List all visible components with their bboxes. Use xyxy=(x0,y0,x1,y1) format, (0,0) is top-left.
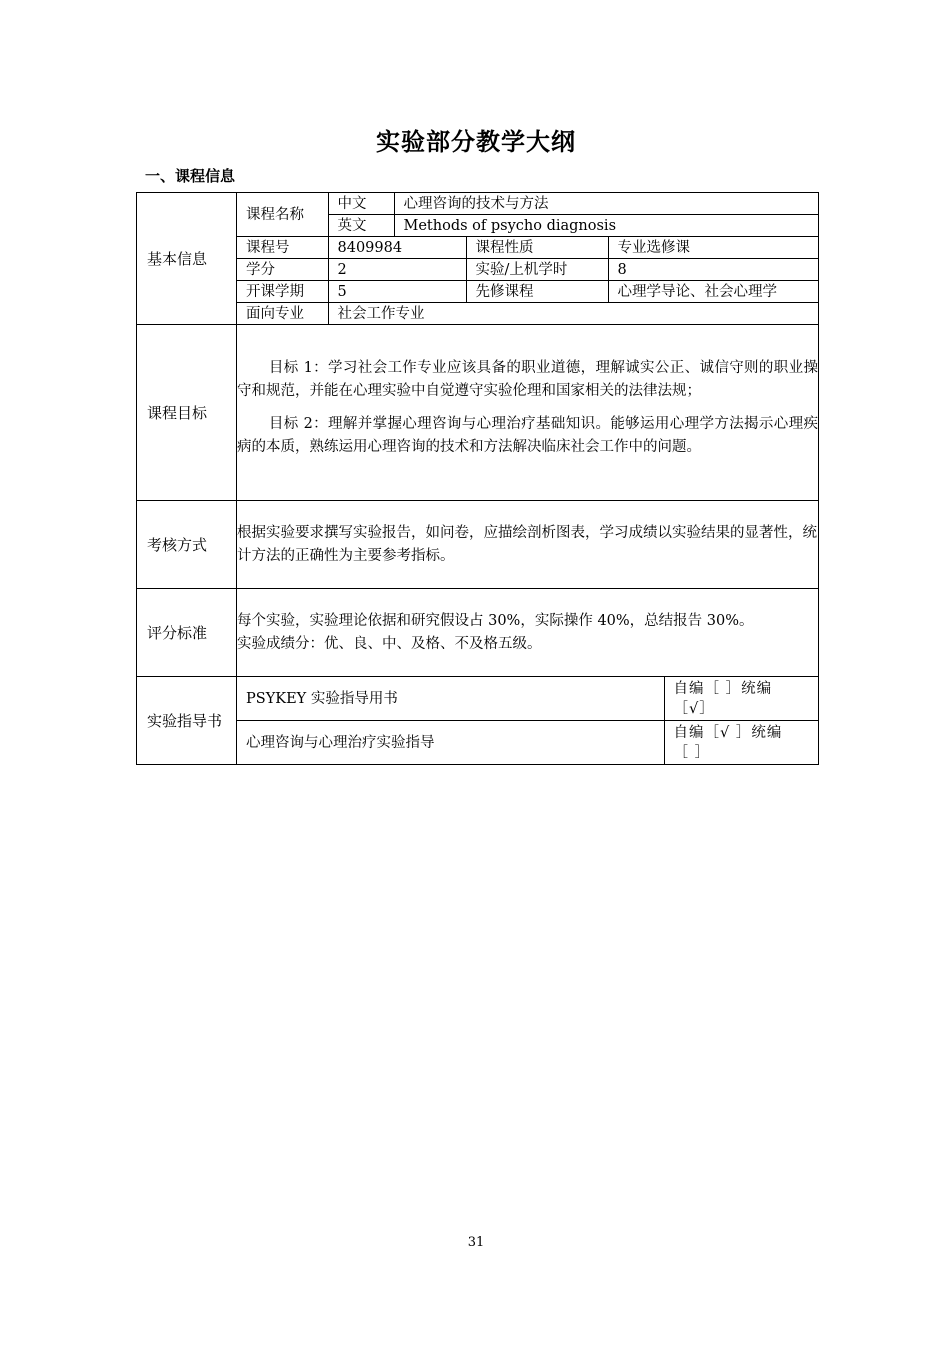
guides-label: 实验指导书 xyxy=(137,677,237,765)
guide-name: 心理咨询与心理治疗实验指导 xyxy=(237,721,664,765)
cn-label: 中文 xyxy=(328,193,394,215)
guides-list xyxy=(237,677,819,764)
guide-edition-line-2: ［ ］ xyxy=(673,744,711,761)
grading-line-1: 每个实验，实验理论依据和研究假设占 30%，实际操作 40%，总结报告 30%。 xyxy=(237,612,754,629)
grading-label: 评分标准 xyxy=(137,589,237,677)
hours-label: 实验/上机学时 xyxy=(466,259,608,281)
guide-name: PSYKEY 实验指导用书 xyxy=(237,677,664,721)
guides-row xyxy=(137,677,819,765)
code-label: 课程号 xyxy=(237,237,328,259)
section-heading: 一、课程信息 xyxy=(145,167,236,185)
guide-edition xyxy=(664,721,819,765)
major-label: 面向专业 xyxy=(237,303,328,325)
guide-edition xyxy=(664,677,819,721)
grading-row xyxy=(137,589,819,677)
objectives-label: 课程目标 xyxy=(137,325,237,501)
term-label: 开课学期 xyxy=(237,281,328,303)
nature-value: 专业选修课 xyxy=(608,237,819,259)
page-title: 实验部分教学大纲 xyxy=(376,128,576,156)
prereq-label: 先修课程 xyxy=(466,281,608,303)
credit-label: 学分 xyxy=(237,259,328,281)
assessment-label: 考核方式 xyxy=(137,501,237,589)
page-number: 31 xyxy=(467,1235,485,1250)
credit-value: 2 xyxy=(328,259,466,281)
objectives-row xyxy=(137,325,819,501)
course-info-table xyxy=(136,192,819,765)
basic-info-row xyxy=(137,193,819,325)
objective-2: 目标 2：理解并掌握心理咨询与心理治疗基础知识。能够运用心理学方法揭示心理疾病的本质，熟练运用心理咨询的技术和方法解决临床社会工作中的问题。 xyxy=(237,415,818,455)
grading-line-2: 实验成绩分：优、良、中、及格、不及格五级。 xyxy=(237,635,542,652)
en-value: Methods of psycho diagnosis xyxy=(394,215,819,237)
assessment-row xyxy=(137,501,819,589)
prereq-value: 心理学导论、社会心理学 xyxy=(608,281,819,303)
code-value: 8409984 xyxy=(328,237,466,259)
basic-info-grid xyxy=(237,193,819,324)
course-name-label: 课程名称 xyxy=(237,193,328,237)
basic-info-label: 基本信息 xyxy=(137,193,237,325)
guide-edition-line-2: ［√］ xyxy=(673,700,715,717)
guide-item xyxy=(237,677,819,721)
guide-item xyxy=(237,721,819,765)
guide-edition-line-1: 自编［√ ］统编 xyxy=(673,724,783,741)
guide-edition-line-1: 自编［ ］统编 xyxy=(673,680,773,697)
major-value: 社会工作专业 xyxy=(328,303,819,325)
objective-1: 目标 1：学习社会工作专业应该具备的职业道德，理解诚实公正、诚信守则的职业操守和规范，并能在心理实验中自觉遵守实验伦理和国家相关的法律法规； xyxy=(237,359,818,399)
nature-label: 课程性质 xyxy=(466,237,608,259)
term-value: 5 xyxy=(328,281,466,303)
cn-value: 心理咨询的技术与方法 xyxy=(394,193,819,215)
en-label: 英文 xyxy=(328,215,394,237)
assessment-text: 根据实验要求撰写实验报告，如问卷，应描绘剖析图表，学习成绩以实验结果的显著性，统计方法的正确性为主要参考指标。 xyxy=(237,524,817,564)
hours-value: 8 xyxy=(608,259,819,281)
